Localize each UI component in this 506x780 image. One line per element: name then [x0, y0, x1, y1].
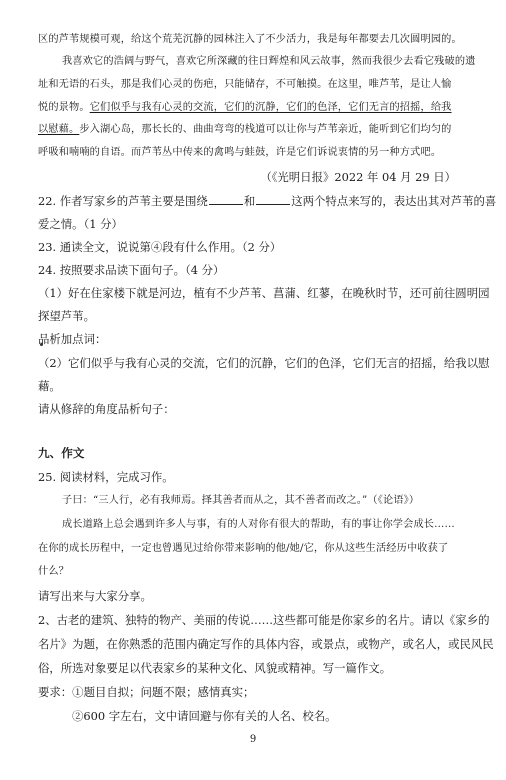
essay-line: 呼吸和喃喃的自语。而芦苇丛中传来的禽鸣与蛙鼓，许是它们诉说衷情的另一种方式吧。 — [38, 147, 442, 158]
question-25: 25. 阅读材料，完成习作。 — [38, 470, 174, 484]
question-24-1: （1）好在住家楼下就是河边，植有不少芦苇、菖蒲、红蓼，在晚秋时节，还可前往圆明园 — [38, 286, 490, 300]
question-24-2: （2）它们似乎与我有心灵的交流，它们的沉静，它们的色泽，它们无言的招摇，给我以慰 — [38, 356, 490, 370]
page-number: 9 — [249, 734, 257, 745]
question-24-1-cont: 探望芦苇。 — [38, 309, 95, 323]
question-24-1-prompt: 品析加点词： — [38, 332, 107, 346]
topic-2-line: 俗，所选对象要足以代表家乡的某种文化、风貌或精神。写一篇作文。 — [38, 661, 392, 675]
essay-text: 步入湖心岛，那长长的、曲曲弯弯的栈道可以让你与芦苇亲近，能听到它们均匀的 — [79, 124, 452, 135]
essay-line — [38, 119, 472, 141]
answer-blank[interactable] — [209, 193, 243, 205]
requirements-line: ②600 字左右，文中请回避与你有关的人名、校名。 — [72, 709, 337, 723]
underlined-sentence: 它们似乎与我有心灵的交流，它们的沉静，它们的色泽，它们无言的招摇，给我 — [89, 102, 452, 113]
question-24-2-prompt: 请从修辞的角度品析句子： — [38, 402, 175, 416]
requirements-line: 要求：①题目自拟；问题不限；感情真实； — [38, 685, 255, 699]
question-22 — [38, 190, 497, 212]
article-source: （《光明日报》2022 年 04 月 29 日） — [260, 170, 456, 184]
material-line: 在你的成长历程中，一定也曾遇见过给你带来影响的他/她/它，你从这些生活经历中收获了 — [38, 543, 449, 554]
material-line: 成长道路上总会遇到许多人与事，有的人对你有很大的帮助，有的事让你学会成长…… — [62, 519, 455, 530]
analects-quote: 子曰：“三人行，必有我师焉。择其善者而从之，其不善者而改之。”（《论语》） — [62, 495, 420, 506]
question-text: 22. 作者写家乡的芦苇主要是围绕 — [38, 194, 208, 208]
essay-line: 址和无语的石头，那是我们心灵的伤疤，只能储存，不可触摸。在这里，唯芦苇，是让人愉 — [38, 79, 452, 90]
answer-blank[interactable] — [256, 193, 290, 205]
essay-line: 我喜欢它的浩阔与野气，喜欢它所深藏的往日辉煌和风云故事，然而我很少去看它残破的遗 — [62, 56, 476, 67]
question-text: 这两个特点来写的，表达出其对芦苇的喜 — [291, 194, 497, 208]
question-23: 23. 通读全文，说说第④段有什么作用。（2 分） — [38, 240, 282, 254]
question-text: 和 — [243, 194, 256, 208]
question-24-2-cont: 藉。 — [38, 379, 61, 393]
material-line: 什么？ — [38, 566, 70, 577]
underlined-sentence: 以慰藉。 — [38, 124, 80, 135]
topic-2-line: 2、古老的建筑、独特的物产、美丽的传说……这些都可能是你家乡的名片。请以《家乡的 — [38, 613, 490, 627]
topic-2-line: 名片》为题，在你熟悉的范围内确定写作的具体内容，或景点，或物产，或名人，或民风民 — [38, 637, 494, 651]
essay-line — [38, 97, 472, 119]
section-heading: 九、作文 — [38, 446, 85, 460]
prompt-line: 请写出来与大家分享。 — [38, 589, 152, 603]
essay-text: 悦的景物。 — [38, 102, 90, 113]
question-22-cont: 爱之情。（1 分） — [38, 217, 123, 231]
essay-line: 区的芦苇规模可观，给这个荒芜沉静的园林注入了不少活力，我是每年都要去几次圆明园的。 — [38, 34, 462, 45]
question-24: 24. 按照要求品读下面句子。（4 分） — [38, 263, 225, 277]
